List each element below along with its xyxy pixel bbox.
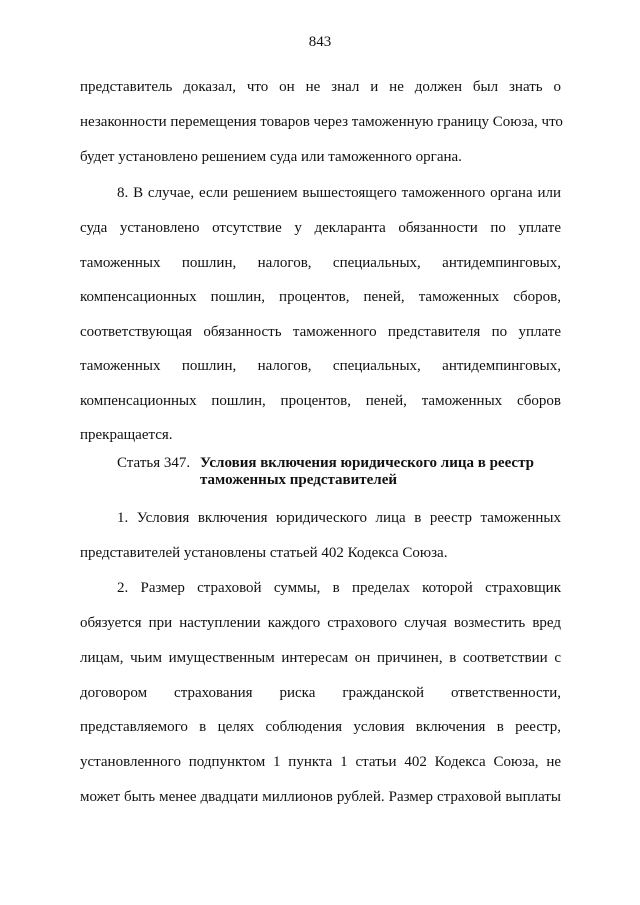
- text-line: представляемого в целях соблюдения условия включения в реестр,: [80, 719, 561, 735]
- text-line: может быть менее двадцати миллионов рублей. Размер страховой выплаты: [80, 789, 561, 805]
- text-line: договором страхования риска гражданской ответственности,: [80, 685, 561, 701]
- text-line: 8. В случае, если решением вышестоящего таможенного органа или: [117, 185, 561, 201]
- text-line: компенсационных пошлин, процентов, пеней, таможенных сборов,: [80, 289, 561, 305]
- text-line: таможенных пошлин, налогов, специальных, антидемпинговых,: [80, 358, 561, 374]
- text-line: таможенных пошлин, налогов, специальных, антидемпинговых,: [80, 255, 561, 271]
- text-line: лицам, чьим имущественным интересам он причинен, в соответствии с: [80, 650, 561, 666]
- text-line: 2. Размер страховой суммы, в пределах которой страховщик: [117, 580, 561, 596]
- text-line: представителей установлены статьей 402 Кодекса Союза.: [80, 545, 448, 561]
- text-line: установленного подпунктом 1 пункта 1 статьи 402 Кодекса Союза, не: [80, 754, 561, 770]
- text-line: суда установлено отсутствие у декларанта обязанности по уплате: [80, 220, 561, 236]
- text-line: компенсационных пошлин, процентов, пеней, таможенных сборов: [80, 393, 561, 409]
- text-line: соответствующая обязанность таможенного представителя по уплате: [80, 324, 561, 340]
- text-line: прекращается.: [80, 427, 173, 443]
- text-line: представитель доказал, что он не знал и не должен был знать о: [80, 79, 561, 95]
- page-number: 843: [308, 34, 332, 50]
- article-number: Статья 347.: [117, 455, 191, 471]
- text-line: 1. Условия включения юридического лица в реестр таможенных: [117, 510, 561, 526]
- text-line: обязуется при наступлении каждого страхового случая возместить вред: [80, 615, 561, 631]
- text-line: будет установлено решением суда или таможенного органа.: [80, 149, 462, 165]
- article-title: Условия включения юридического лица в реестр таможенных представителей: [200, 455, 534, 488]
- text-line: незаконности перемещения товаров через таможенную границу Союза, что: [80, 114, 563, 130]
